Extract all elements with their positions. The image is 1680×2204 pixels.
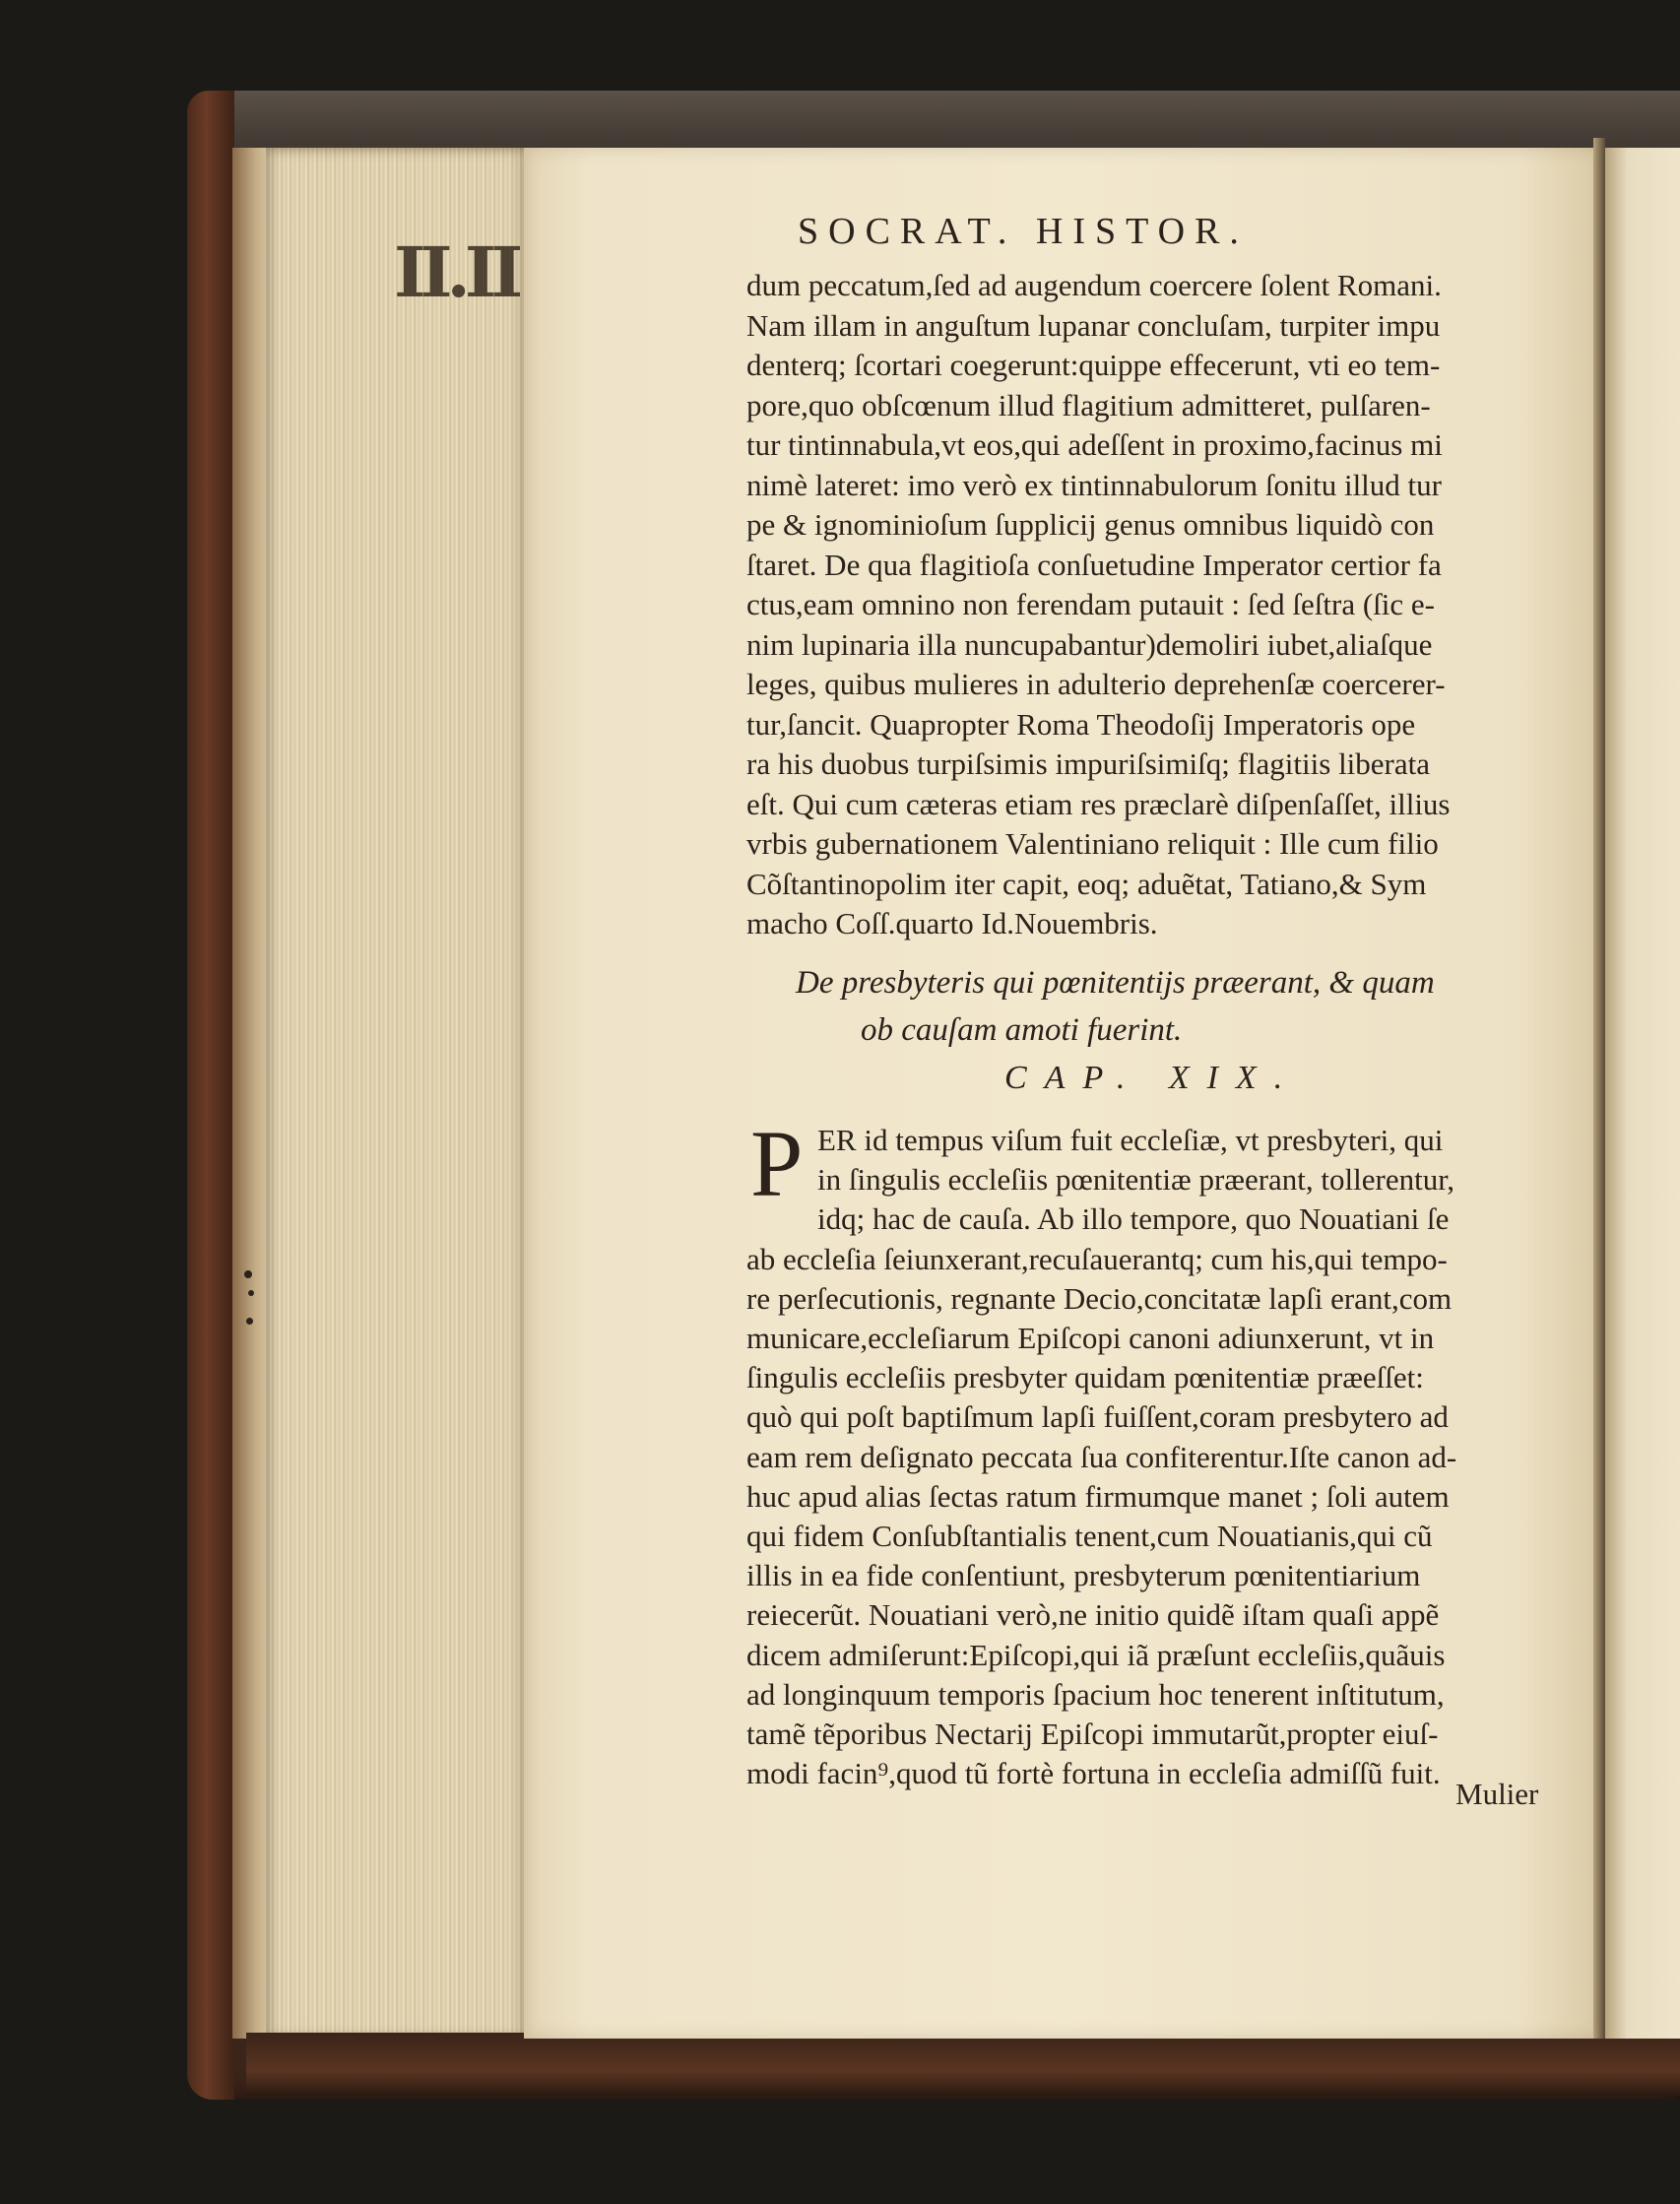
text-line: reiecerũt. Nouatiani verò,ne initio quidẽ iſtam quaſi appẽ <box>746 1597 1440 1633</box>
margin-speck <box>248 1290 254 1296</box>
text-line: ſtaret. De qua flagitioſa conſuetudine Imperator certior fa <box>746 547 1442 582</box>
text-line: Nam illam in anguſtum lupanar concluſam, turpiter impu <box>746 307 1441 343</box>
text-line: re perſecutionis, regnante Decio,concitatæ lapſi erant,com <box>746 1280 1453 1316</box>
catchword: Mulier <box>1455 1777 1539 1811</box>
chapter-number: CAP. XIX. <box>1004 1060 1301 1096</box>
text-line: ER id tempus viſum fuit eccleſiæ, vt presbyteri, qui <box>817 1123 1444 1157</box>
text-line: leges, quibus mulieres in adulterio deprehenſæ coercerer- <box>746 667 1446 701</box>
text-line: eſt. Qui cum cæteras etiam res præclarè diſpenſaſſet, illius <box>746 786 1451 821</box>
page-edge-mark: II.II <box>394 232 518 313</box>
margin-speck <box>246 1318 253 1325</box>
text-line: Cõſtantinopolim iter capit, eoq; aduẽtat, Tatiano,& Sym <box>746 866 1427 901</box>
text-line: pe & ignominioſum ſupplicij genus omnibus liquidò con <box>746 507 1435 542</box>
text-line: tur tintinnabula,vt eos,qui adeſſent in proximo,facinus mi <box>746 427 1443 462</box>
text-line: pore,quo obſcœnum illud flagitium admitteret, pulſaren- <box>746 387 1431 422</box>
page-block-edges <box>266 148 530 2039</box>
gutter-shadow <box>1593 138 1605 2039</box>
book-bottom-edge <box>246 2033 1680 2096</box>
text-line: dum peccatum,ſed ad augendum coercere ſolent Romani. <box>746 268 1442 302</box>
book-cover-edge <box>187 91 234 2100</box>
text-line: nim lupinaria illa nuncupabantur)demoliri iubet,aliaſque <box>746 626 1433 662</box>
text-line: ra his duobus turpiſsimis impuriſsimiſq; flagitiis liberata <box>746 746 1431 781</box>
text-line: denterq; ſcortari coegerunt:quippe effecerunt, vti eo tem- <box>746 348 1441 382</box>
text-line: ad longinquum temporis ſpacium hoc tenerent inſtitutum, <box>746 1676 1445 1712</box>
text-line: idq; hac de cauſa. Ab illo tempore, quo Nouatiani ſe <box>817 1201 1450 1237</box>
text-line: ab eccleſia ſeiunxerant,recuſauerantq; cum his,qui tempo- <box>746 1241 1448 1276</box>
text-line: municare,eccleſiarum Epiſcopi canoni adiunxerunt, vt in <box>746 1321 1435 1355</box>
text-line: nimè lateret: imo verò ex tintinnabulorum ſonitu illud tur <box>746 467 1442 502</box>
text-line: illis in ea fide conſentiunt, presbyterum pœnitentiarium <box>746 1558 1421 1593</box>
chapter-heading-line-2: ob cauſam amoti fuerint. <box>861 1012 1183 1048</box>
text-line: in ſingulis eccleſiis pœnitentiæ præerant, tollerentur, <box>817 1162 1455 1198</box>
drop-cap: P <box>750 1111 804 1216</box>
margin-speck <box>244 1270 252 1278</box>
text-line: ctus,eam omnino non ferendam putauit : ſed ſeſtra (ſic e- <box>746 587 1435 621</box>
text-line: ſingulis eccleſiis presbyter quidam pœnitentiæ præeſſet: <box>746 1360 1424 1395</box>
facing-page-edge <box>1605 148 1680 2039</box>
text-line: tamẽ tẽporibus Nectarij Epiſcopi immutarũt,propter eiuſ- <box>746 1717 1439 1751</box>
chapter-heading-line-1: De presbyteris qui pœnitentijs præerant, & quam <box>796 965 1435 1001</box>
running-head: SOCRAT. HISTOR. <box>798 211 1249 252</box>
text-line: eam rem deſignato peccata ſua confiterentur.Iſte canon ad- <box>746 1439 1457 1474</box>
text-line: huc apud alias ſectas ratum firmumque manet ; ſoli autem <box>746 1478 1450 1514</box>
text-line: macho Coſſ.quarto Id.Nouembris. <box>746 906 1158 940</box>
text-line: dicem admiſerunt:Epiſcopi,qui iã præſunt eccleſiis,quãuis <box>746 1637 1446 1672</box>
text-line: vrbis gubernationem Valentiniano reliquit : Ille cum filio <box>746 826 1439 861</box>
text-line: quò qui poſt baptiſmum lapſi fuiſſent,coram presbytero ad <box>746 1399 1449 1435</box>
text-line: tur,ſancit. Quapropter Roma Theodoſij Imperatoris ope <box>746 706 1416 742</box>
text-line: modi facin⁹,quod tũ fortè fortuna in eccleſia admiſſũ fuit. <box>746 1756 1441 1791</box>
text-line: qui fidem Conſubſtantialis tenent,cum Nouatianis,qui cũ <box>746 1519 1433 1553</box>
